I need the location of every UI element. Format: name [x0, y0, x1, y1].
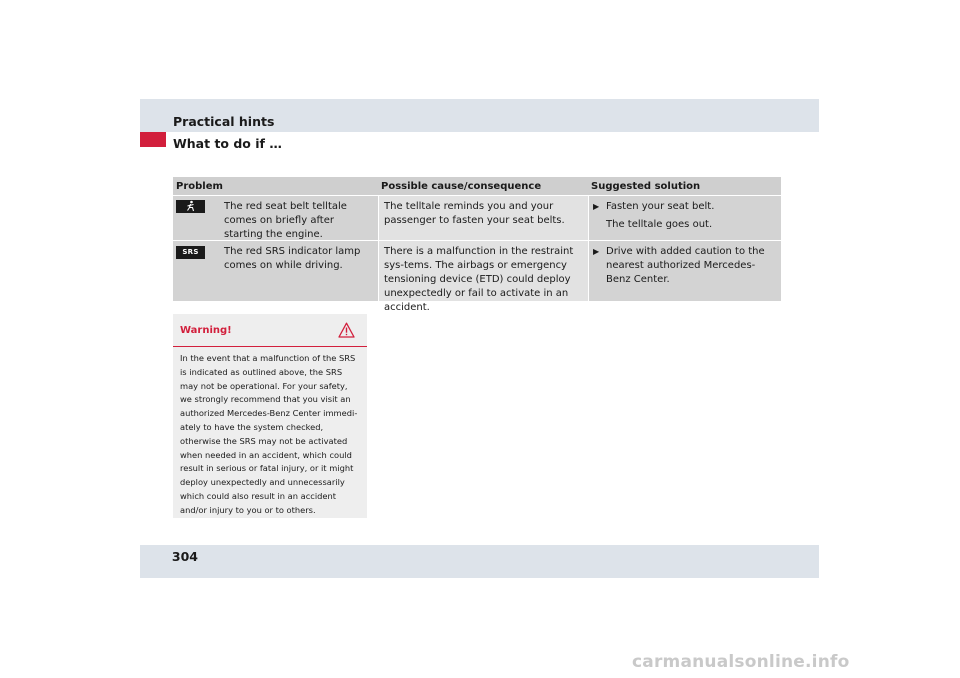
table-row	[173, 240, 781, 313]
warning-text: In the event that a malfunction of the SRS is indicated as outlined above, the SRS may not be operational. For your safety, we strongly recommend that you visit an authorized Mercedes-Benz Center immedi-ately to have the system checked, otherwise the SRS may not be activated when needed in an accident, which could result in serious or fatal injury, or it might deploy unexpectedly and unnecessarily which could also result in an accident and/or injury to you or to others.	[180, 353, 358, 515]
table-row	[173, 195, 781, 240]
warning-box	[173, 314, 367, 518]
arrow-bullet-icon: ▶	[593, 202, 600, 211]
warning-triangle-icon	[338, 322, 355, 342]
solution-cell	[588, 241, 781, 301]
cause-cell: The telltale reminds you and your passenger to fasten your seat belts.	[378, 196, 588, 240]
solution-note: The telltale goes out.	[606, 219, 713, 230]
seat-belt-telltale-icon	[176, 200, 205, 213]
solution-text: Fasten your seat belt.	[606, 201, 715, 212]
solution-text: Drive with added caution to the nearest authorized Mercedes-Benz Center.	[606, 246, 765, 285]
arrow-bullet-icon: ▶	[593, 247, 600, 256]
cause-cell: There is a malfunction in the restraint sys-tems. The airbags or emergency tensioning device (ETD) could deploy unexpectedly or fail to activate in an accident.	[378, 241, 588, 301]
column-header-problem: Problem	[176, 180, 223, 192]
srs-indicator-icon: SRS	[176, 246, 205, 259]
section-title: Practical hints	[173, 114, 275, 129]
warning-header	[173, 314, 367, 347]
solution-cell	[588, 196, 781, 240]
problem-cell	[173, 196, 378, 240]
troubleshooting-table	[173, 177, 781, 313]
page-number: 304	[171, 549, 198, 564]
section-marker	[140, 132, 166, 147]
subsection-title: What to do if …	[173, 136, 282, 151]
watermark: carmanualsonline.info	[632, 652, 850, 672]
problem-text: The red seat belt telltale comes on briefly after starting the engine.	[224, 201, 347, 240]
column-header-cause: Possible cause/consequence	[381, 180, 542, 192]
problem-text: The red SRS indicator lamp comes on while driving.	[224, 246, 361, 271]
footer-band	[140, 545, 819, 578]
table-header	[173, 177, 781, 195]
column-header-solution: Suggested solution	[591, 180, 701, 192]
warning-title: Warning!	[180, 325, 232, 336]
problem-cell	[173, 241, 378, 301]
